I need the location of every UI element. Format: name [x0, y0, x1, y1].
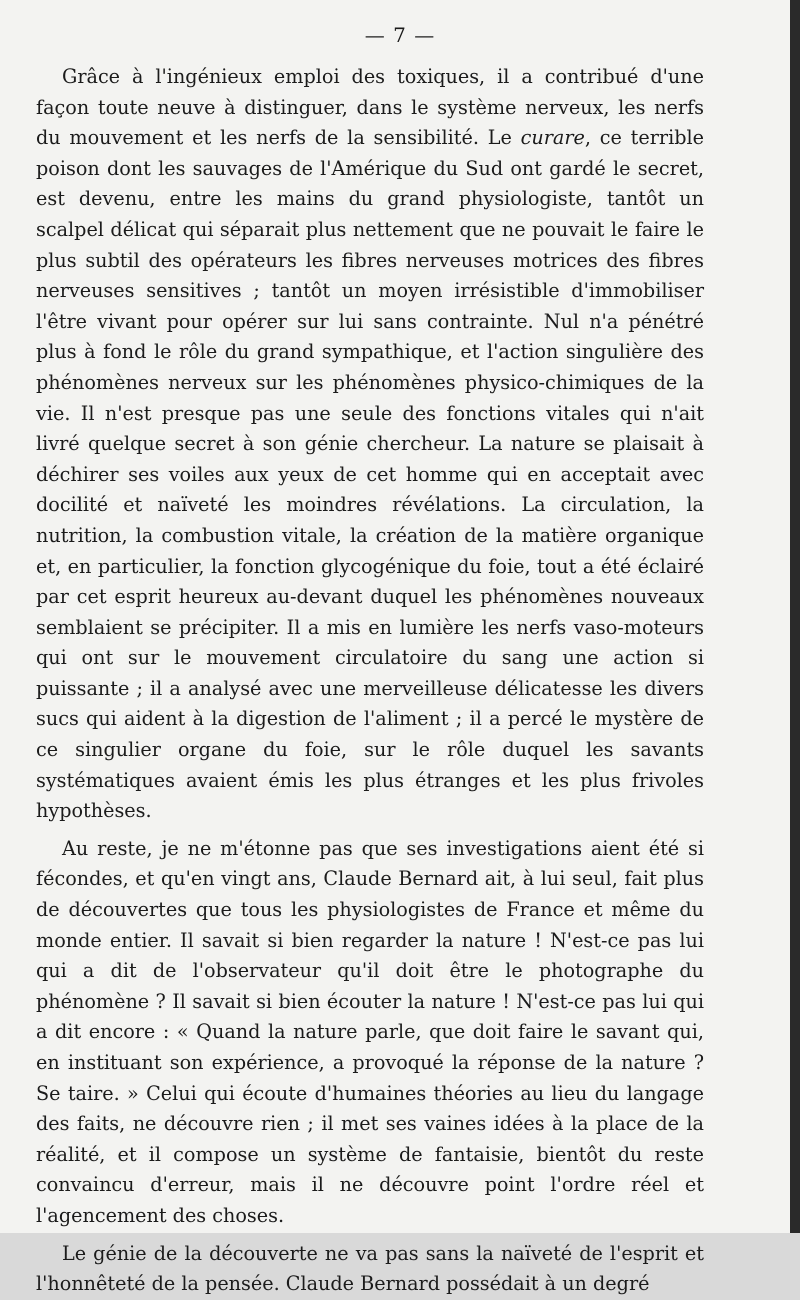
paragraph-1: [36, 62, 704, 827]
paragraph-3: Le génie de la découverte ne va pas sans la naïveté de l'esprit et l'honnêteté de la pensée. Claude Bernard possédait à un degré: [36, 1241, 704, 1296]
paragraph-2: Au reste, je ne m'étonne pas que ses investigations aient été si fécondes, et qu'en vingt ans, Claude Bernard ait, à lui seul, fait plus de découvertes que tous les physiologistes de France et même du monde entier. Il savait si bien regarder la nature ! N'est-ce pas lui qui a dit de l'observateur qu'il doit être le photographe du phénomène ? Il savait si bien écouter la nature ! N'est-ce pas lui qui a dit encore : « Quand la nature parle, que doit faire le savant qui, en instituant son expérience, a provoqué la réponse de la nature ? Se taire. » Celui qui écoute d'humaines théories au lieu du langage des faits, ne découvre rien ; il met ses vaines idées à la place de la réalité, et il compose un système de fantaisie, bientôt du reste convaincu d'erreur, mais il ne découvre point l'ordre réel et l'agencement des choses.: [36, 836, 704, 1227]
paragraph-1-text-start: Grâce à l'ingénieux emploi des toxiques, il a contribué d'une façon toute neuve à distinguer, dans le système nerveux, les nerfs du mouvement et les nerfs de la sensibilité. Le: [36, 65, 704, 150]
paragraph-1-italic-term: curare: [520, 126, 585, 150]
paragraph-1-text-end: , ce terrible poison dont les sauvages de l'Amérique du Sud ont gardé le secret, est devenu, entre les mains du grand physiologiste, tantôt un scalpel délicat qui séparait plus nettement que ne pouvait le faire le plus subtil des opérateurs les fibres nerveuses motrices des fibres nerveuses sensitives ; tantôt un moyen irrésistible d'immobiliser l'être vivant pour opérer sur lui sans contrainte. Nul n'a pénétré plus à fond le rôle du grand sympathique, et l'action singulière des phénomènes nerveux sur les phénomènes physico-chimiques de la vie. Il n'est presque pas une seule des fonctions vitales qui n'ait livré quelque secret à son génie chercheur. La nature se plaisait à déchirer ses voiles aux yeux de cet homme qui en acceptait avec docilité et naïveté les moindres révélations. La circulation, la nutrition, la combustion vitale, la création de la matière organique et, en particulier, la fonction glycogénique du foie, tout a été éclairé par cet esprit heureux au-devant duquel les phénomènes nouveaux semblaient se précipiter. Il a mis en lumière les nerfs vaso-moteurs qui ont sur le mouvement circulatoire du sang une action si puissante ; il a analysé avec une merveilleuse délicatesse les divers sucs qui aident à la digestion de l'aliment ; il a percé le mystère de ce singulier organe du foie, sur le rôle duquel les savants systématiques avaient émis les plus étranges et les plus frivoles hypothèses.: [36, 126, 704, 823]
page-number: — 7 —: [364, 23, 436, 47]
